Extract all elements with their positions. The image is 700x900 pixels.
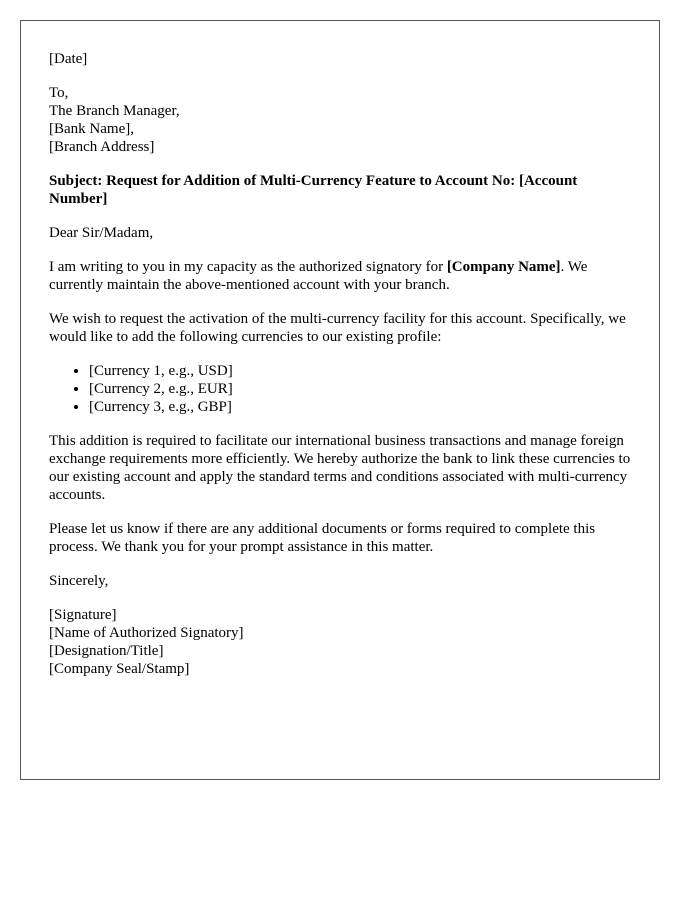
paragraph-closing-request: Please let us know if there are any additional documents or forms required to complete this process. We thank you for your prompt assistance in this matter. [49,521,596,555]
letter-document [20,20,660,780]
signatory-designation: [Designation/Title] [49,643,164,659]
recipient-bank-name: [Bank Name], [49,121,134,137]
signature-block [49,606,631,678]
paragraph-intro [49,258,631,294]
company-name: [Company Name] [446,259,561,275]
paragraph-intro-after: . We currently maintain the above-mentioned account with your branch. [49,259,588,293]
signature-placeholder: [Signature] [49,607,117,623]
paragraph-intro-before: I am writing to you in my capacity as the authorized signatory for [49,259,447,275]
closing: Sincerely, [49,573,109,589]
signatory-name: [Name of Authorized Signatory] [49,625,244,641]
subject-line: Subject: Request for Addition of Multi-Currency Feature to Account No: [Account Number] [49,173,578,207]
paragraph-request: We wish to request the activation of the multi-currency facility for this account. Specifically, we would like to add the following currencies to our existing profile: [49,311,626,345]
currency-list-item: • [Currency 2, e.g., EUR] [89,380,631,398]
paragraph-justification: This addition is required to facilitate our international business transactions and manage foreign exchange requirements more efficiently. We hereby authorize the bank to link these currencies to our existing account and apply the standard terms and conditions associated with multi-currency accounts. [49,433,631,503]
recipient-to: To, [49,85,69,101]
recipient-branch-address: [Branch Address] [49,139,155,155]
salutation: Dear Sir/Madam, [49,225,154,241]
company-seal: [Company Seal/Stamp] [49,661,190,677]
recipient-address [49,84,631,156]
currency-list-item: • [Currency 3, e.g., GBP] [89,398,631,416]
currency-list [49,362,631,416]
recipient-title: The Branch Manager, [49,103,180,119]
date-line: [Date] [49,51,88,67]
currency-list-item: • [Currency 1, e.g., USD] [89,362,631,380]
